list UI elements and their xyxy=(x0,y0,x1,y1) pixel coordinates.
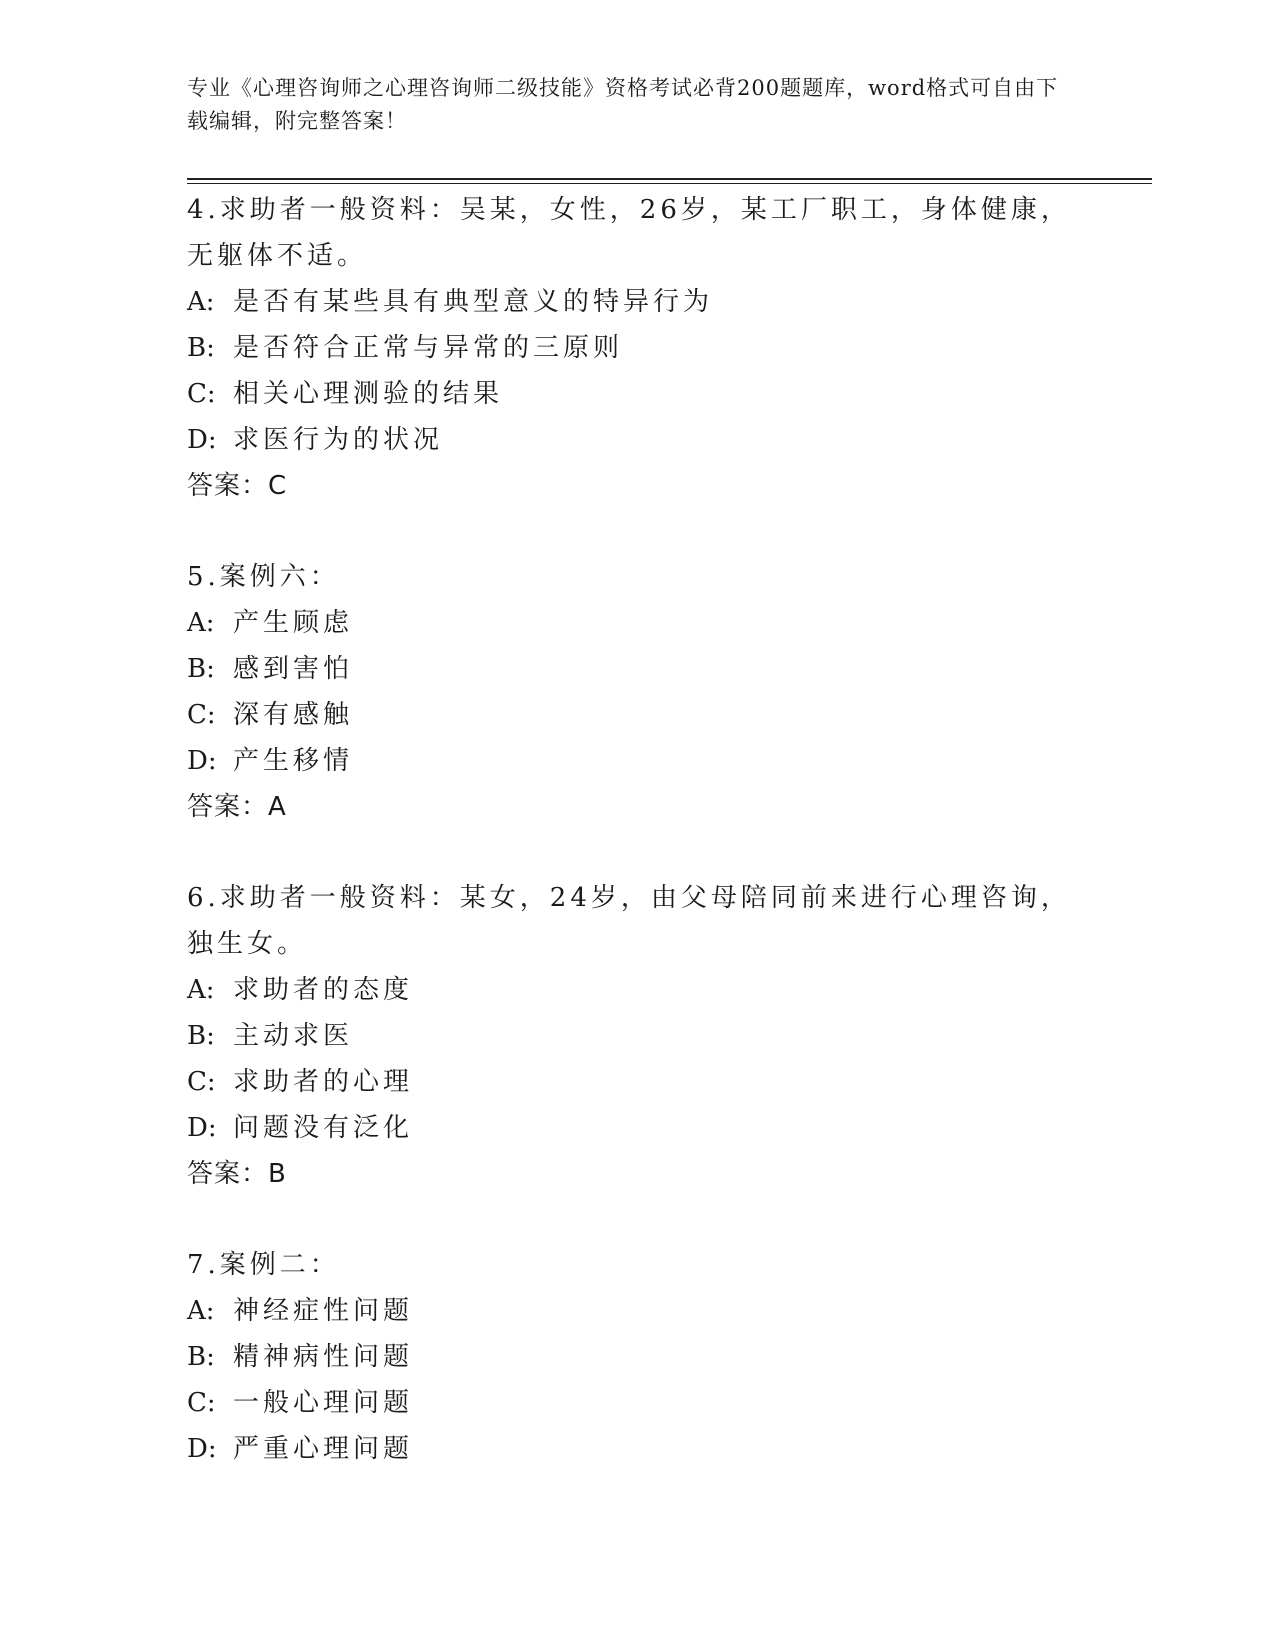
page-header: 专业《心理咨询师之心理咨询师二级技能》资格考试必背200题题库，word格式可自由下载编辑，附完整答案！ xyxy=(187,76,1059,133)
header-rule-thick xyxy=(187,178,1152,180)
option-d xyxy=(187,417,1077,463)
option-text: 问题没有泛化 xyxy=(233,1113,414,1143)
option-d xyxy=(187,1426,1077,1472)
question-4 xyxy=(187,187,1077,509)
question-stem: 7.案例二： xyxy=(187,1250,340,1280)
option-letter: A: xyxy=(187,287,215,317)
option-letter: B: xyxy=(187,333,215,363)
option-text: 主动求医 xyxy=(233,1021,354,1051)
option-text: 产生移情 xyxy=(233,746,354,776)
option-text: 求医行为的状况 xyxy=(233,425,444,455)
question-list xyxy=(187,187,1077,1517)
question-stem: 4.求助者一般资料：吴某，女性，26岁，某工厂职工，身体健康，无躯体不适。 xyxy=(187,195,1071,271)
option-letter: B: xyxy=(187,654,215,684)
option-letter: C: xyxy=(187,379,216,409)
option-letter: D: xyxy=(187,1113,217,1143)
option-a xyxy=(187,1288,1077,1334)
option-text: 一般心理问题 xyxy=(233,1388,414,1418)
option-c xyxy=(187,1380,1077,1426)
header-rule-thin xyxy=(187,183,1152,184)
option-text: 求助者的态度 xyxy=(233,975,414,1005)
option-b xyxy=(187,325,1077,371)
option-letter: C: xyxy=(187,1388,216,1418)
option-text: 是否有某些具有典型意义的特异行为 xyxy=(233,287,714,317)
option-text: 求助者的心理 xyxy=(233,1067,414,1097)
option-text: 相关心理测验的结果 xyxy=(233,379,504,409)
option-a xyxy=(187,279,1077,325)
option-c xyxy=(187,371,1077,417)
option-d xyxy=(187,738,1077,784)
option-c xyxy=(187,692,1077,738)
question-stem: 6.求助者一般资料：某女，24岁，由父母陪同前来进行心理咨询，独生女。 xyxy=(187,883,1071,959)
option-b xyxy=(187,646,1077,692)
option-text: 严重心理问题 xyxy=(233,1434,414,1464)
option-letter: A: xyxy=(187,1296,215,1326)
question-stem: 5.案例六： xyxy=(187,562,340,592)
option-b xyxy=(187,1334,1077,1380)
option-text: 神经症性问题 xyxy=(233,1296,414,1326)
question-7 xyxy=(187,1242,1077,1472)
question-6 xyxy=(187,875,1077,1197)
option-text: 深有感触 xyxy=(233,700,354,730)
option-a xyxy=(187,967,1077,1013)
option-letter: B: xyxy=(187,1342,215,1372)
option-text: 感到害怕 xyxy=(233,654,354,684)
option-text: 精神病性问题 xyxy=(233,1342,414,1372)
answer-line: 答案：A xyxy=(187,792,287,822)
option-text: 产生顾虑 xyxy=(233,608,354,638)
option-letter: A: xyxy=(187,608,215,638)
option-b xyxy=(187,1013,1077,1059)
option-letter: A: xyxy=(187,975,215,1005)
option-letter: D: xyxy=(187,425,217,455)
option-c xyxy=(187,1059,1077,1105)
option-a xyxy=(187,600,1077,646)
option-letter: D: xyxy=(187,1434,217,1464)
option-letter: D: xyxy=(187,746,217,776)
option-letter: C: xyxy=(187,1067,216,1097)
answer-line: 答案：C xyxy=(187,471,288,501)
option-d xyxy=(187,1105,1077,1151)
answer-line: 答案：B xyxy=(187,1159,287,1189)
option-letter: C: xyxy=(187,700,216,730)
question-5 xyxy=(187,554,1077,830)
option-letter: B: xyxy=(187,1021,215,1051)
option-text: 是否符合正常与异常的三原则 xyxy=(233,333,624,363)
